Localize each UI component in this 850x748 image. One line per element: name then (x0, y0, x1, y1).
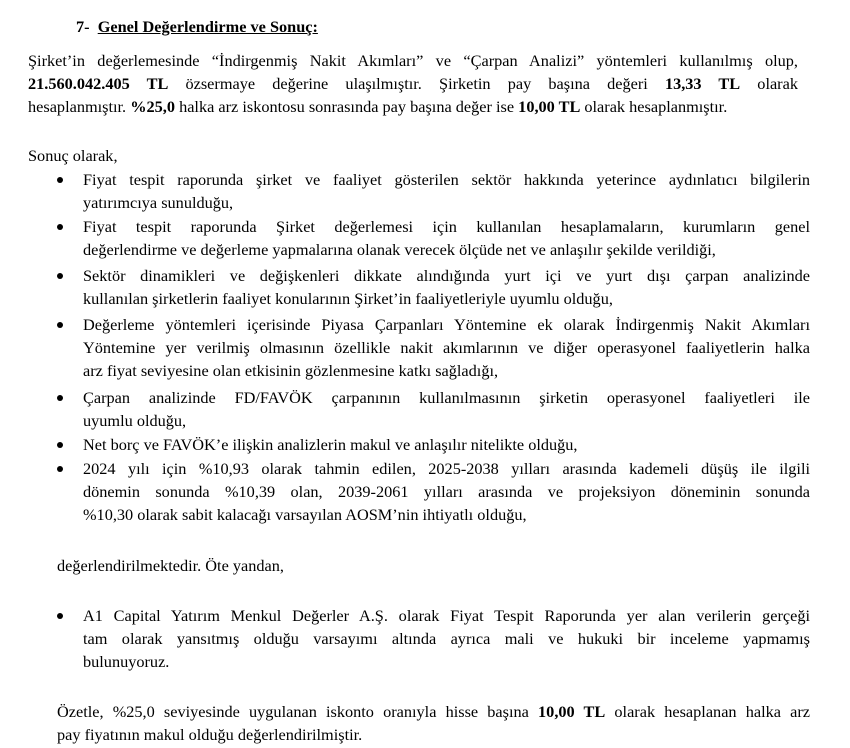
list-item: Değerleme yöntemleri içerisinde Piyasa Çarpanları Yöntemine ek olarak İndirgenmiş Nakit Akımları (83, 315, 810, 334)
bullet-dot (57, 395, 63, 401)
bullet-dot (57, 224, 63, 230)
list-item-continuation: değerlendirme ve değerleme yapmalarına olanak verecek ölçüde net ve anlaşılır şekilde verildiği, (83, 240, 716, 259)
intro-line-3: hesaplanmıştır. %25,0 halka arz iskontosu sonrasında pay başına değer ise 10,00 TL olarak hesaplanmıştır. (28, 97, 728, 116)
bullet-dot (57, 442, 63, 448)
list-item: Net borç ve FAVÖK’e ilişkin analizlerin makul ve anlaşılır nitelikte olduğu, (83, 435, 578, 454)
list-item: Çarpan analizinde FD/FAVÖK çarpanının kullanılmasının şirketin operasyonel faaliyetleri ile (83, 388, 810, 407)
section-title: Genel Değerlendirme ve Sonuç: (97, 17, 318, 36)
bullet-dot (57, 613, 63, 619)
discounted-value: 10,00 TL (518, 97, 581, 116)
intro-line-2: 21.560.042.405 TL özsermaye değerine ulaşılmıştır. Şirketin pay başına değeri 13,33 TL olarak (28, 74, 798, 93)
list-item-continuation: arz fiyat seviyesine olan etkisinin gözlenmesine katkı sağladığı, (83, 361, 499, 380)
summary-line-2: pay fiyatının makul olduğu değerlendirilmiştir. (57, 725, 363, 744)
bullet-dot (57, 177, 63, 183)
bullet-dot (57, 322, 63, 328)
list-item: Fiyat tespit raporunda Şirket değerlemesi için kullanılan hesaplamaların, kurumların genel (83, 217, 810, 236)
list-item: Fiyat tespit raporunda şirket ve faaliyet gösterilen sektör hakkında yeterince aydınlatıcı bilgilerin (83, 170, 810, 189)
summary-value: 10,00 TL (538, 702, 606, 721)
list-item-continuation: yatırımcıya sunulduğu, (83, 193, 234, 212)
discount-rate: %25,0 (130, 97, 175, 116)
bullet-dot (57, 273, 63, 279)
list-item: Sektör dinamikleri ve değişkenleri dikkate alındığında yurt içi ve yurt dışı çarpan analizinde (83, 266, 810, 285)
per-share-value: 13,33 TL (664, 74, 741, 93)
list-item: A1 Capital Yatırım Menkul Değerler A.Ş. olarak Fiyat Tespit Raporunda yer alan verilerin gerçeği (83, 606, 810, 625)
list-item-continuation: dönemin sonunda %10,39 olan, 2039-2061 yılları arasında ve projeksiyon döneminin sonunda (83, 482, 810, 501)
list-item: 2024 yılı için %10,93 olarak tahmin edilen, 2025-2038 yılları arasında kademeli düşüş ile ilgili (83, 459, 810, 478)
list-item-continuation: kullanılan şirketlerin faaliyet konularının Şirket’in faaliyetleriyle uyumlu olduğu, (83, 289, 613, 308)
list-item-continuation: %10,30 olarak sabit kalacağı varsayılan AOSM’nin ihtiyatlı olduğu, (83, 505, 527, 524)
bullet-dot (57, 466, 63, 472)
summary-line-1: Özetle, %25,0 seviyesinde uygulanan iskonto oranıyla hisse başına 10,00 TL olarak hesaplanan halka arz (57, 702, 810, 721)
intro-line-1: Şirket’in değerlemesinde “İndirgenmiş Nakit Akımları” ve “Çarpan Analizi” yöntemleri kullanılmış olup, (28, 51, 798, 70)
equity-value: 21.560.042.405 TL (28, 74, 169, 93)
section-number: 7- (76, 17, 90, 36)
evaluation-line: değerlendirilmektedir. Öte yandan, (57, 556, 284, 575)
section-heading (76, 17, 318, 37)
list-item-continuation: Yöntemine yer verilmiş olmasının özellikle nakit akımlarının ve diğer operasyonel faaliyetlerin halka (83, 338, 810, 357)
list-item-continuation: bulunuyoruz. (83, 652, 170, 671)
conclusion-intro: Sonuç olarak, (28, 146, 118, 165)
list-item-continuation: tam olarak yansıtmış olduğu varsayımı altında ayrıca mali ve hukuki bir inceleme yapmamış (83, 629, 810, 648)
list-item-continuation: uyumlu olduğu, (83, 411, 187, 430)
